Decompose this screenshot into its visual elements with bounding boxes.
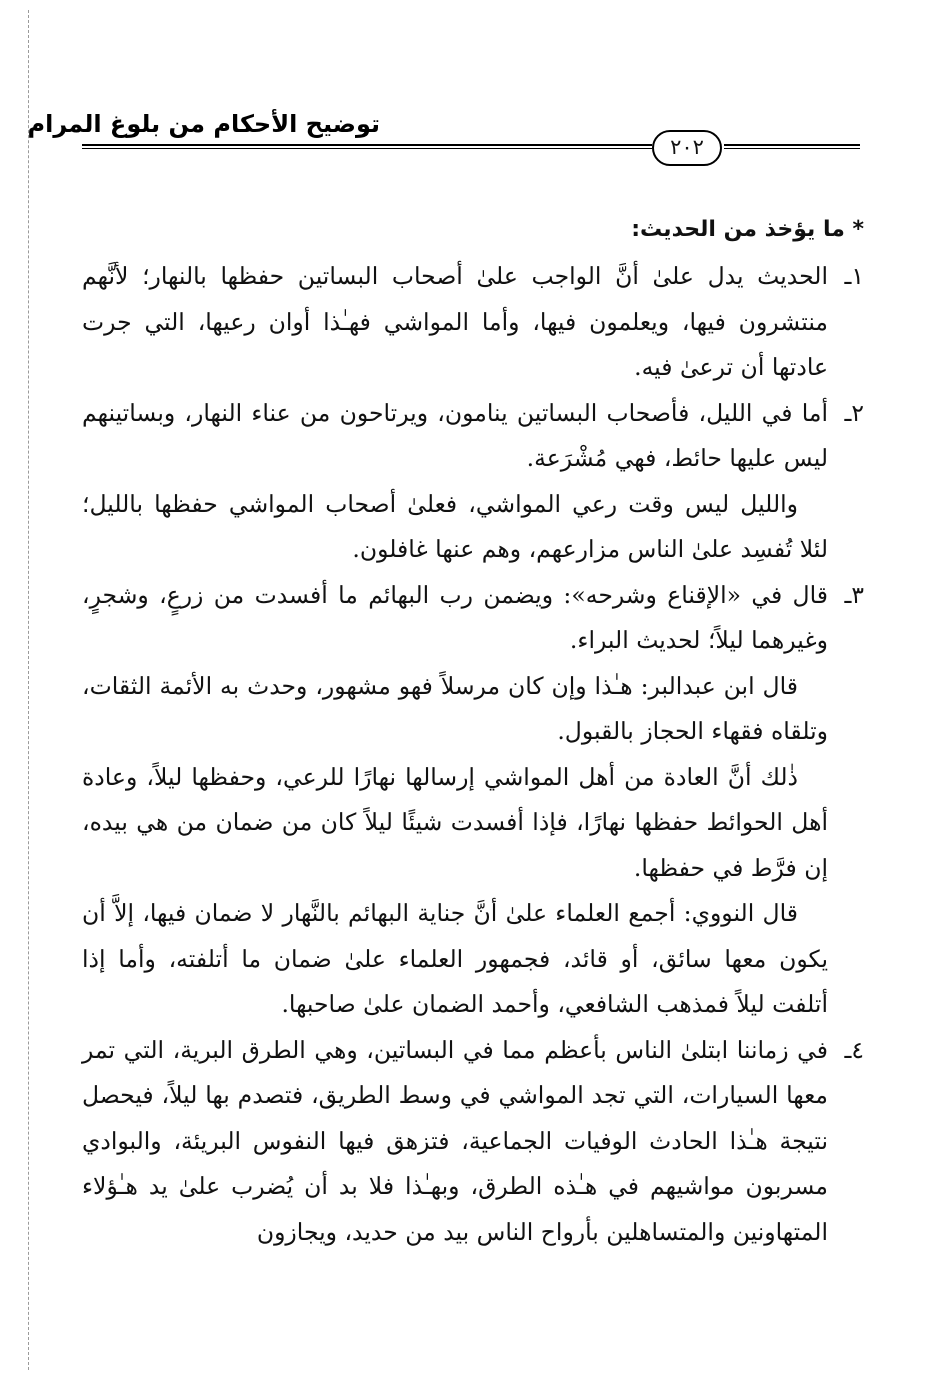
item-number: ٢ـ xyxy=(844,398,864,427)
page-number: ٢٠٢ xyxy=(652,130,722,166)
item-number: ٣ـ xyxy=(844,580,864,609)
scan-margin-line xyxy=(28,10,29,1370)
paragraph-text: ذٰلك أنَّ العادة من أهل المواشي إرسالها نهارًا للرعي، وحفظها ليلاً، وعادة أهل الحوائط حفظها نهارًا، فإذا أفسدت شيئًا ليلاً كان من ضمان من هي بيده، إن فرَّط في حفظها. xyxy=(82,762,828,882)
running-title: توضيح الأحكام من بلوغ المرام xyxy=(27,110,380,138)
header-rule-left xyxy=(82,144,652,149)
header-rule-right xyxy=(724,144,860,149)
numbered-paragraph-3 xyxy=(82,573,864,664)
paragraph-2-continuation xyxy=(82,482,864,573)
paragraph-text: والليل ليس وقت رعي المواشي، فعلىٰ أصحاب المواشي حفظها بالليل؛ لئلا تُفسِد علىٰ الناس مزارعهم، وهم عنها غافلون. xyxy=(82,489,828,563)
item-number: ١ـ xyxy=(844,262,864,290)
quote-ibn-abdulbarr xyxy=(82,664,864,755)
numbered-paragraph-1 xyxy=(82,254,864,391)
paragraph-text: أما في الليل، فأصحاب البساتين ينامون، ويرتاحون من عناء النهار، وبساتينهم ليس عليها حائط، فهي مُشْرَعة. xyxy=(82,398,828,472)
numbered-paragraph-4 xyxy=(82,1028,864,1256)
paragraph-text: قال ابن عبدالبر: هـٰذا وإن كان مرسلاً فهو مشهور، وحدث به الأئمة الثقات، وتلقاه فقهاء الحجاز بالقبول. xyxy=(82,671,828,745)
page-body xyxy=(82,210,864,1255)
paragraph-text: قال في «الإقناع وشرحه»: ويضمن رب البهائم ما أفسدت من زرعٍ، وشجرٍ، وغيرهما ليلاً؛ لحديث البراء. xyxy=(82,580,828,654)
item-number: ٤ـ xyxy=(844,1035,864,1064)
section-heading: * ما يؤخذ من الحديث: xyxy=(631,217,864,242)
explanation-paragraph xyxy=(82,755,864,892)
paragraph-text: قال النووي: أجمع العلماء علىٰ أنَّ جناية البهائم بالنَّهار لا ضمان فيها، إلاَّ أن يكون معها سائق، أو قائد، فجمهور العلماء علىٰ ضمان ما أتلفته، وأما إذا أتلفت ليلاً فمذهب الشافعي، وأحمد الضمان علىٰ صاحبها. xyxy=(82,899,828,1018)
paragraph-text: الحديث يدل علىٰ أنَّ الواجب علىٰ أصحاب البساتين حفظها بالنهار؛ لأنَّهم منتشرون فيها، ويعلمون فيها، وأما المواشي فهـٰذا أوان رعيها، التي جرت عادتها أن ترعىٰ فيه. xyxy=(82,262,828,381)
quote-nawawi xyxy=(82,891,864,1028)
paragraph-text: في زماننا ابتلىٰ الناس بأعظم مما في البساتين، وهي الطرق البرية، التي تمر معها السيارات، التي تجد المواشي في وسط الطريق، فتصدم بها ليلاً، فيحصل نتيجة هـٰذا الحادث الوفيات الجماعية، فتزهق فيها النفوس البريئة، والبوادي مسربون مواشيهم في هـٰذه الطرق، وبهـٰذا فلا بد أن يُضرب علىٰ يد هـٰؤلاء المتهاونين والمتساهلين بأرواح الناس بيد من حديد، ويجازون xyxy=(82,1035,828,1246)
numbered-paragraph-2 xyxy=(82,391,864,482)
